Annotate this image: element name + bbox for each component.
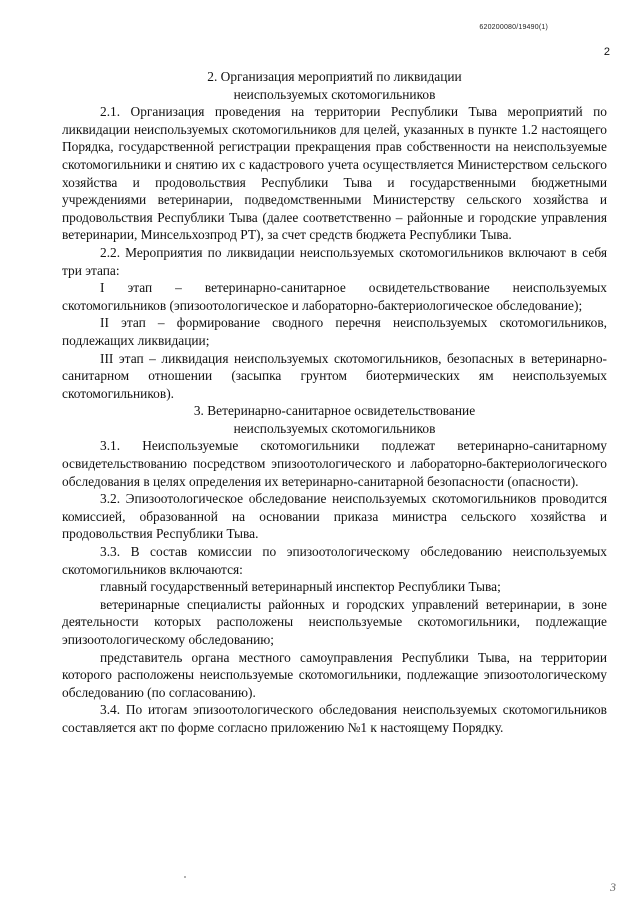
scan-speck xyxy=(184,876,186,878)
paragraph-3-1: 3.1. Неиспользуемые скотомогильники подлежат ветеринарно-санитарному освидетельствованию посредством эпизоотологического и лабораторно-бактериологического обследования в целях определения их ветеринарно-санитарной безопасности (опасности). xyxy=(62,438,607,489)
paragraph-stage-1: I этап – ветеринарно-санитарное освидетельствование неиспользуемых скотомогильников (эпизоотологическое и лабораторно-бактериологическое обследование); xyxy=(62,280,607,313)
paragraph-commission-member-1: главный государственный ветеринарный инспектор Республики Тыва; xyxy=(100,579,501,595)
paragraph-2-1: 2.1. Организация проведения на территории Республики Тыва мероприятий по ликвидации неиспользуемых скотомогильников для целей, указанных в пункте 1.2 настоящего Порядка, государственной регистрации прекращения прав собственности на неиспользуемые скотомогильники и снятию их с кадастрового учета осуществляется Министерством сельского хозяйства и продовольствия Республики Тыва и государственными бюджетными учреждениями ветеринарии, подведомственными Министерству сельского хозяйства и продовольствия Республики Тыва (далее соответственно – районные и городские управления ветеринарии, Минсельхозпрод РТ), за счет средств бюджета Республики Тыва. xyxy=(62,104,607,243)
section-3-heading xyxy=(62,402,607,437)
paragraph-stage-2: II этап – формирование сводного перечня неиспользуемых скотомогильников, подлежащих ликвидации; xyxy=(62,315,607,348)
paragraph-3-4: 3.4. По итогам эпизоотологического обследования неиспользуемых скотомогильников составляется акт по форме согласно приложению №1 к настоящему Порядку. xyxy=(62,702,607,735)
section-3-title-line-2: неиспользуемых скотомогильников xyxy=(233,420,436,436)
page-number: 2 xyxy=(603,46,610,58)
document-id: 620200080/19490(1) xyxy=(479,24,548,31)
document-body xyxy=(62,68,607,737)
paragraph-commission-member-2: ветеринарные специалисты районных и городских управлений ветеринарии, в зоне деятельности которых расположены неиспользуемые скотомогильники, подлежащие эпизоотологическому обследованию; xyxy=(62,596,607,647)
paragraph-2-2: 2.2. Мероприятия по ликвидации неиспользуемых скотомогильников включают в себя три этапа: xyxy=(62,244,607,278)
paragraph-commission-member-3: представитель органа местного самоуправления Республики Тыва, на территории которого расположены неиспользуемые скотомогильники, подлежащие эпизоотологическому обследованию (по согласованию). xyxy=(62,649,607,700)
section-2-title-line-1: 2. Организация мероприятий по ликвидации xyxy=(207,69,462,84)
corner-handwritten-mark: 3 xyxy=(610,880,616,894)
section-2-title-line-2: неиспользуемых скотомогильников xyxy=(233,86,436,102)
section-2-heading xyxy=(62,68,607,103)
section-3-title-line-1: 3. Ветеринарно-санитарное освидетельствование xyxy=(193,403,476,419)
paragraph-3-2: 3.2. Эпизоотологическое обследование неиспользуемых скотомогильников проводится комиссией, образованной на основании приказа министра сельского хозяйства и продовольствия Республики Тыва. xyxy=(62,491,607,542)
paragraph-stage-3: III этап – ликвидация неиспользуемых скотомогильников, безопасных в ветеринарно-санитарном отношении (засыпка грунтом биотермических ям неиспользуемых скотомогильников). xyxy=(62,350,607,401)
paragraph-3-3: 3.3. В состав комиссии по эпизоотологическому обследованию неиспользуемых скотомогильников включаются: xyxy=(62,544,607,577)
